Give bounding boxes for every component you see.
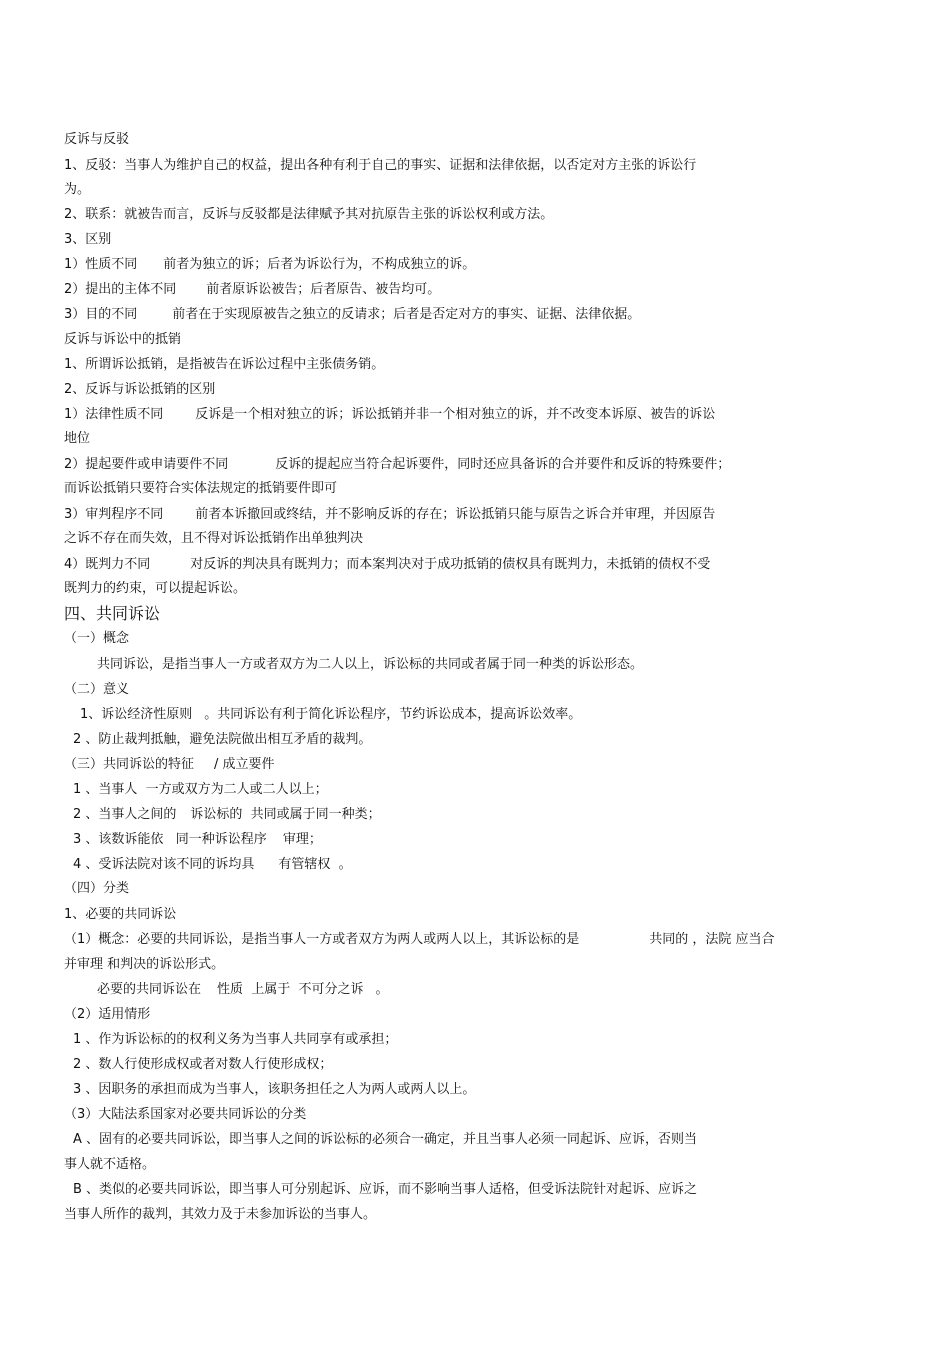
subsection-title: （一）概念 xyxy=(64,631,130,646)
list-item: 1 、作为诉讼标的的权利义务为当事人共同享有或承担； xyxy=(73,1032,398,1047)
paragraph-continuation: 并审理 和判决的诉讼形式。 xyxy=(64,957,225,972)
item-label: 3）目的不同 xyxy=(64,307,138,322)
item-text: 有管辖权 。 xyxy=(278,857,352,872)
item-text: 反诉是一个相对独立的诉；诉讼抵销并非一个相对独立的诉，并不改变本诉原、被告的诉讼 xyxy=(195,407,716,422)
list-item xyxy=(73,856,352,873)
item-text: 4 、受诉法院对该不同的诉均具 xyxy=(73,857,255,872)
item-text: （三）共同诉讼的特征 xyxy=(64,757,195,772)
subsection-title xyxy=(64,756,275,773)
paragraph: 2、联系：就被告而言，反诉与反驳都是法律赋予其对抗原告主张的诉讼权利或方法。 xyxy=(64,207,554,222)
section-title-setoff: 反诉与诉讼中的抵销 xyxy=(64,332,182,347)
paragraph: 2、反诉与诉讼抵销的区别 xyxy=(64,382,216,397)
item-label: 2）提起要件或申请要件不同 xyxy=(64,457,229,472)
item-text: 。 xyxy=(375,982,389,997)
chapter-heading: 四、共同诉讼 xyxy=(64,604,161,623)
paragraph: 1、所谓诉讼抵销，是指被告在诉讼过程中主张债务销。 xyxy=(64,357,385,372)
item-label: 1）法律性质不同 xyxy=(64,407,164,422)
paragraph: A 、固有的必要共同诉讼，即当事人之间的诉讼标的必须合一确定，并且当事人必须一同起诉、应诉，否则当 xyxy=(73,1132,698,1147)
item-text: 诉讼标的 共同或属于同一种类； xyxy=(190,807,381,822)
subsection-title: （二）意义 xyxy=(64,682,130,697)
paragraph: 共同诉讼，是指当事人一方或者双方为二人以上，诉讼标的共同或者属于同一种类的诉讼形态。 xyxy=(97,657,644,672)
item-text: 前者在于实现原被告之独立的反请求；后者是否定对方的事实、证据、法律依据。 xyxy=(172,307,641,322)
paragraph-continuation: 当事人所作的裁判，其效力及于未参加诉讼的当事人。 xyxy=(64,1207,377,1222)
list-item xyxy=(73,806,381,823)
subsection-title: （2）适用情形 xyxy=(64,1007,151,1022)
list-item: 2 、数人行使形成权或者对数人行使形成权； xyxy=(73,1057,333,1072)
paragraph: B 、类似的必要共同诉讼，即当事人可分别起诉、应诉，而不影响当事人适格，但受诉法院针对起诉、应诉之 xyxy=(73,1182,698,1197)
section-title-counterclaim: 反诉与反驳 xyxy=(64,132,130,147)
difference-item xyxy=(64,406,715,423)
item-label: 3）审判程序不同 xyxy=(64,507,164,522)
paragraph: 1、反驳：当事人为维护自己的权益，提出各种有利于自己的事实、证据和法律依据，以否定对方主张的诉讼行 xyxy=(64,158,697,173)
paragraph-continuation: 为。 xyxy=(64,182,91,197)
paragraph xyxy=(64,931,775,948)
item-text: / 成立要件 xyxy=(214,757,275,772)
list-item: 1 、当事人 一方或双方为二人或二人以上； xyxy=(73,782,328,797)
paragraph-continuation: 既判力的约束，可以提起诉讼。 xyxy=(64,581,247,596)
list-item: 2 、防止裁判抵触，避免法院做出相互矛盾的裁判。 xyxy=(73,732,372,747)
paragraph-continuation: 事人就不适格。 xyxy=(64,1157,156,1172)
paragraph: 1、必要的共同诉讼 xyxy=(64,907,177,922)
item-text: 共同的 ，法院 应当合 xyxy=(649,932,775,947)
item-text: 反诉的提起应当符合起诉要件，同时还应具备诉的合并要件和反诉的特殊要件； xyxy=(275,457,731,472)
subsection-title: （3）大陆法系国家对必要共同诉讼的分类 xyxy=(64,1107,307,1122)
difference-item xyxy=(64,256,475,273)
item-text: 3 、该数诉能依 同一种诉讼程序 xyxy=(73,832,267,847)
paragraph xyxy=(97,981,389,998)
item-label: 1）性质不同 xyxy=(64,257,138,272)
item-label: 4）既判力不同 xyxy=(64,557,151,572)
list-item xyxy=(73,831,322,848)
paragraph-continuation: 地位 xyxy=(64,431,91,446)
difference-item xyxy=(64,556,710,573)
difference-item xyxy=(64,506,715,523)
item-text: 2 、当事人之间的 xyxy=(73,807,177,822)
item-text: 1、诉讼经济性原则 xyxy=(80,707,193,722)
item-text: 审理； xyxy=(282,832,322,847)
subsection-title: （四）分类 xyxy=(64,881,130,896)
paragraph-continuation: 之诉不存在而失效，且不得对诉讼抵销作出单独判决 xyxy=(64,531,364,546)
list-item: 3 、因职务的承担而成为当事人，该职务担任之人为两人或两人以上。 xyxy=(73,1082,476,1097)
item-text: 性质 上属于 不可分之诉 xyxy=(217,982,364,997)
paragraph-continuation: 而诉讼抵销只要符合实体法规定的抵销要件即可 xyxy=(64,481,338,496)
item-text: 前者本诉撤回或终结，并不影响反诉的存在；诉讼抵销只能与原告之诉合并审理，并因原告 xyxy=(195,507,716,522)
paragraph: 3、区别 xyxy=(64,232,112,247)
item-label: 2）提出的主体不同 xyxy=(64,282,177,297)
item-text: 。共同诉讼有利于简化诉讼程序，节约诉讼成本，提高诉讼效率。 xyxy=(204,707,582,722)
difference-item xyxy=(64,306,640,323)
item-text: 前者原诉讼被告；后者原告、被告均可。 xyxy=(206,282,441,297)
list-item xyxy=(80,706,581,723)
item-text: 必要的共同诉讼在 xyxy=(97,982,202,997)
difference-item xyxy=(64,456,730,473)
item-text: 对反诉的判决具有既判力；而本案判决对于成功抵销的债权具有既判力，未抵销的债权不受 xyxy=(190,557,711,572)
difference-item xyxy=(64,281,440,298)
item-text: （1）概念：必要的共同诉讼，是指当事人一方或者双方为两人或两人以上，其诉讼标的是 xyxy=(64,932,580,947)
item-text: 前者为独立的诉；后者为诉讼行为，不构成独立的诉。 xyxy=(163,257,476,272)
